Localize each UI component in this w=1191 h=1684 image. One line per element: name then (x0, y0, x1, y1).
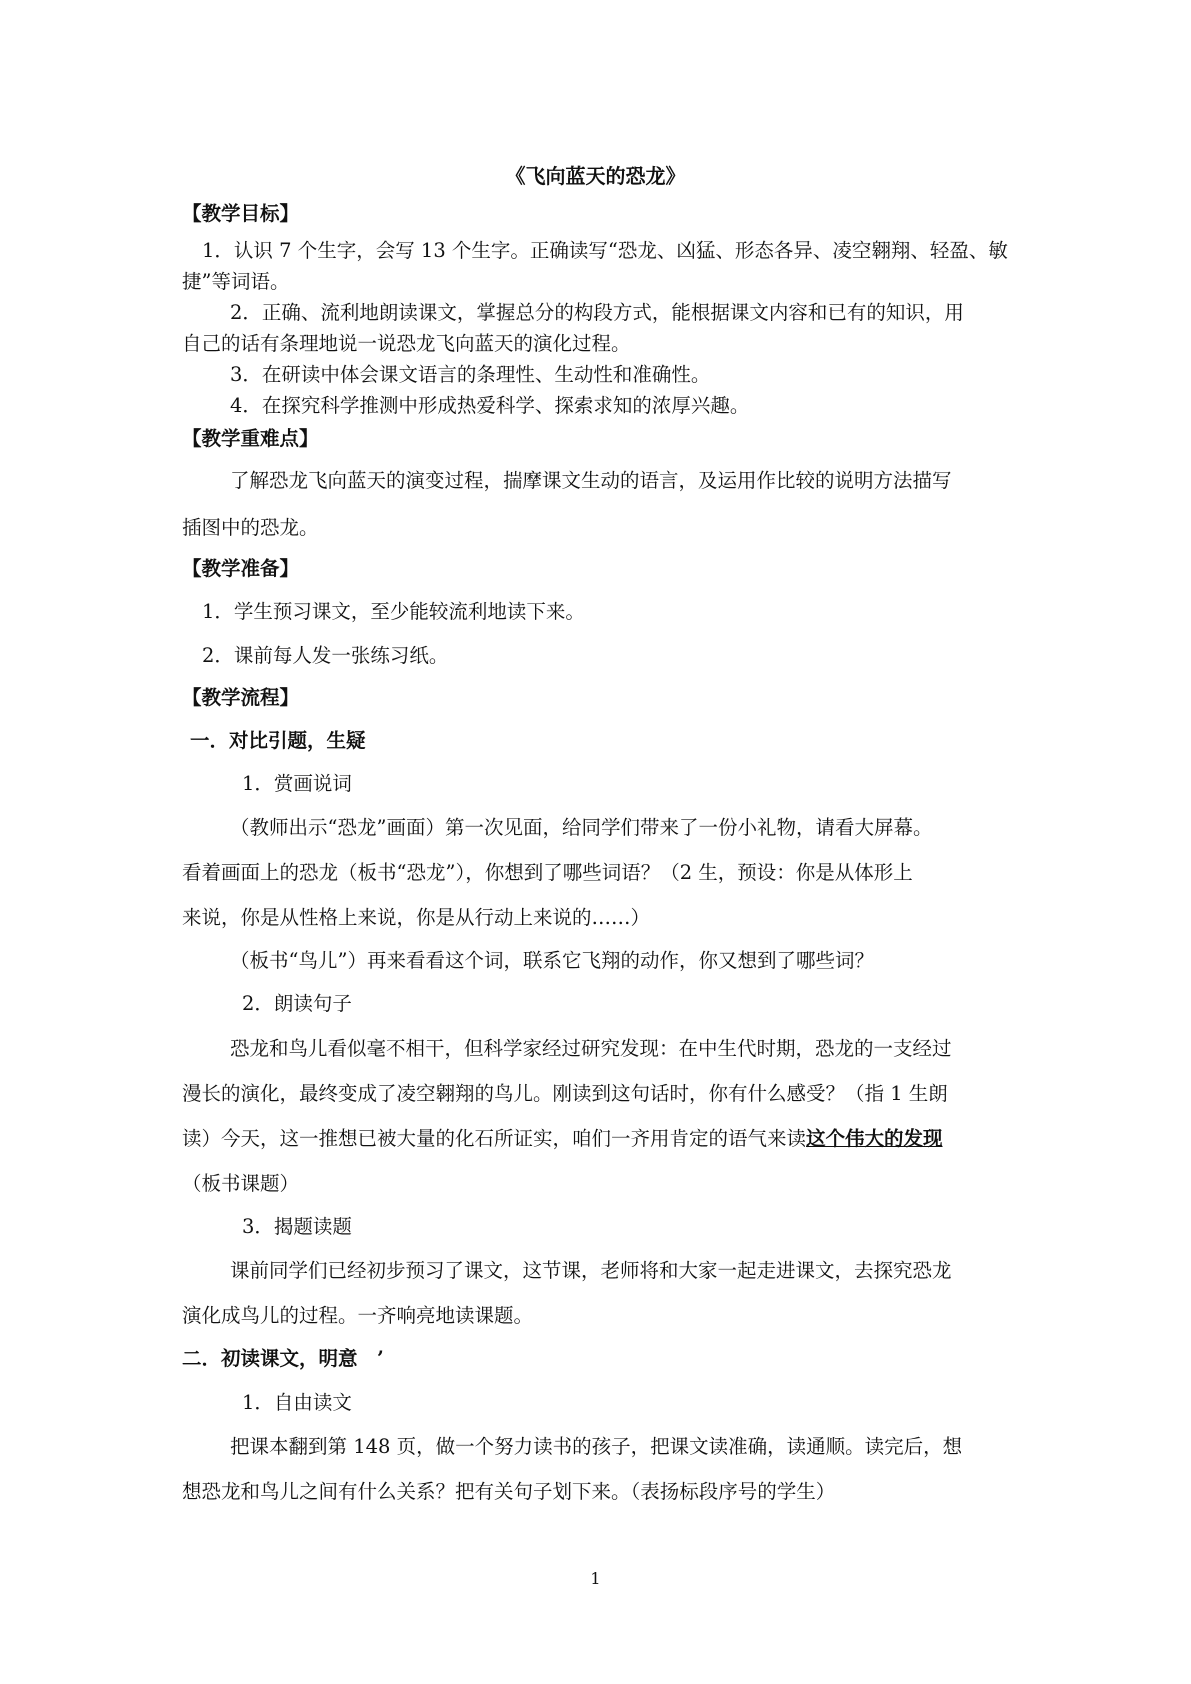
process-subheading: 1．赏画说词 (242, 772, 352, 795)
process-paragraph-line: 想恐龙和鸟儿之间有什么关系？把有关句子划下来。（表扬标段序号的学生） (182, 1480, 836, 1503)
page-number: 1 (590, 1569, 601, 1588)
process-paragraph-line: 来说，你是从性格上来说，你是从行动上来说的……） (182, 906, 651, 929)
process-paragraph-line (182, 1126, 943, 1152)
preparation-line: 1．学生预习课文，至少能较流利地读下来。 (202, 600, 585, 623)
objective-line: 1．认识 7 个生字，会写 13 个生字。正确读写“恐龙、凶猛、形态各异、凌空翱翔、轻盈、敏 (202, 239, 1008, 262)
objective-line: 4．在探究科学推测中形成热爱科学、探索求知的浓厚兴趣。 (230, 394, 750, 417)
objective-line: 2．正确、流利地朗读课文，掌握总分的构段方式，能根据课文内容和已有的知识，用 (230, 301, 964, 324)
underlined-phrase: 这个伟大的发现 (806, 1127, 943, 1150)
objective-line: 捷”等词语。 (182, 270, 290, 293)
process-paragraph-line: 课前同学们已经初步预习了课文，这节课，老师将和大家一起走进课文，去探究恐龙 (230, 1259, 952, 1282)
process-section-heading: 二．初读课文，明意 ’ (182, 1347, 384, 1370)
process-paragraph-line: 漫长的演化，最终变成了凌空翱翔的鸟儿。刚读到这句话时，你有什么感受？（指 1 生朗 (182, 1082, 948, 1105)
process-paragraph-line: 恐龙和鸟儿看似毫不相干，但科学家经过研究发现：在中生代时期，恐龙的一支经过 (230, 1037, 952, 1060)
preparation-line: 2．课前每人发一张练习纸。 (202, 644, 449, 667)
objective-line: 自己的话有条理地说一说恐龙飞向蓝天的演化过程。 (182, 332, 631, 355)
process-paragraph-line: 看着画面上的恐龙（板书“恐龙”），你想到了哪些词语？（2 生，预设：你是从体形上 (182, 861, 913, 884)
key-points-line: 插图中的恐龙。 (182, 516, 319, 539)
process-paragraph-line: （教师出示“恐龙”画面）第一次见面，给同学们带来了一份小礼物，请看大屏幕。 (230, 816, 933, 839)
process-section-heading: 一．对比引题，生疑 (190, 729, 366, 752)
objective-line: 3．在研读中体会课文语言的条理性、生动性和准确性。 (230, 363, 711, 386)
section-heading-preparation: 【教学准备】 (182, 557, 300, 580)
process-paragraph-line: 把课本翻到第 148 页，做一个努力读书的孩子，把课文读准确，读通顺。读完后，想 (230, 1435, 963, 1458)
key-points-line: 了解恐龙飞向蓝天的演变过程，揣摩课文生动的语言，及运用作比较的说明方法描写 (230, 469, 952, 492)
process-subheading: 1．自由读文 (242, 1391, 352, 1414)
section-heading-objectives: 【教学目标】 (182, 202, 300, 225)
section-heading-process: 【教学流程】 (182, 686, 300, 709)
process-subheading: 2．朗读句子 (242, 992, 352, 1015)
process-subheading: 3．揭题读题 (242, 1215, 352, 1238)
process-paragraph-line: （板书课题） (182, 1172, 300, 1195)
section-heading-key-points: 【教学重难点】 (182, 427, 319, 450)
document-title: 《飞向蓝天的恐龙》 (505, 164, 686, 188)
process-paragraph-line: 演化成鸟儿的过程。一齐响亮地读课题。 (182, 1304, 534, 1327)
process-paragraph-line: （板书“鸟儿”）再来看看这个词，联系它飞翔的动作，你又想到了哪些词？ (230, 949, 874, 972)
process-text: 读）今天，这一推想已被大量的化石所证实，咱们一齐用肯定的语气来读 (182, 1127, 807, 1150)
